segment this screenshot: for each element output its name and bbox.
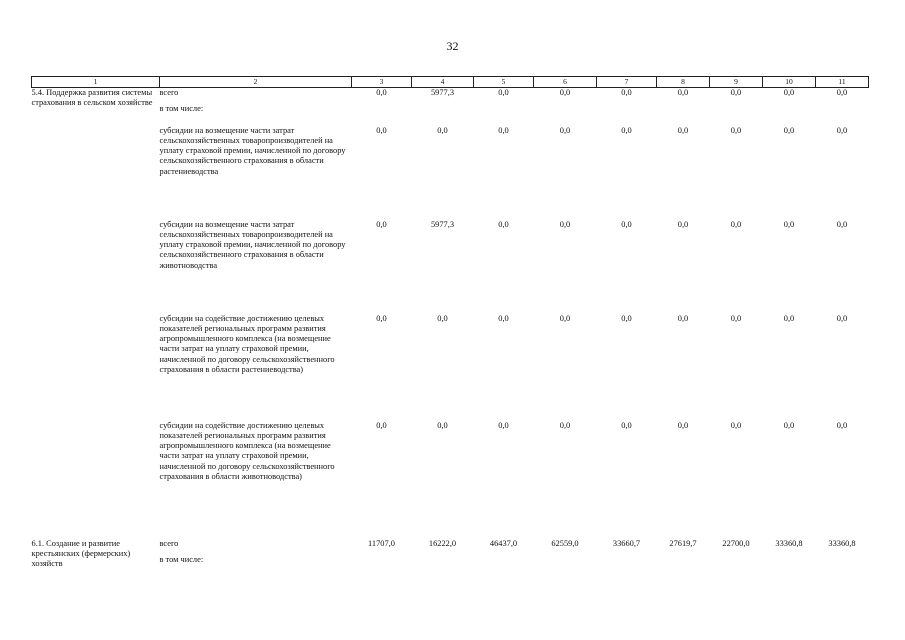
table-row [32, 539, 869, 579]
table-cell: 27619,7 [669, 538, 697, 548]
table-cell: 0,0 [677, 313, 689, 323]
column-header: 11 [816, 77, 869, 88]
table-cell: 0,0 [559, 125, 571, 135]
table-cell: 33660,7 [612, 538, 641, 548]
table-cell: 0,0 [730, 125, 742, 135]
column-header: 6 [534, 77, 597, 88]
table-cell: 0,0 [836, 88, 848, 97]
table-cell: 0,0 [559, 88, 571, 97]
table-row [32, 88, 869, 126]
table-cell: 0,0 [559, 420, 571, 430]
column-header: 2 [160, 77, 352, 88]
table-cell: 0,0 [677, 420, 689, 430]
row-description-text: всего [159, 538, 179, 548]
column-header: 1 [32, 77, 160, 88]
table-cell: 0,0 [730, 313, 742, 323]
table-cell: 0,0 [677, 88, 689, 97]
table-cell: 0,0 [730, 219, 742, 229]
table-cell: 0,0 [437, 313, 448, 323]
table-cell: 0,0 [621, 420, 632, 430]
table-cell: 0,0 [498, 125, 509, 135]
table-cell: 0,0 [376, 219, 387, 229]
table-cell: 0,0 [783, 313, 795, 323]
table-cell: 22700,0 [722, 538, 750, 548]
table-cell: 0,0 [498, 219, 509, 229]
budget-table [31, 76, 869, 579]
table-cell: 0,0 [836, 420, 848, 430]
table-cell: 5977,3 [430, 219, 455, 229]
column-header: 10 [763, 77, 816, 88]
table-cell: 0,0 [730, 420, 742, 430]
row-note: в том числе: [159, 104, 204, 114]
column-header: 8 [657, 77, 710, 88]
page-number: 32 [446, 39, 459, 53]
table-cell: 11707,0 [368, 538, 395, 548]
row-description-text: всего [159, 88, 179, 97]
table-cell: 0,0 [836, 313, 848, 323]
column-header: 7 [597, 77, 657, 88]
table-cell: 0,0 [498, 88, 509, 97]
table-cell: 0,0 [376, 88, 387, 97]
table-cell: 0,0 [783, 125, 795, 135]
table-cell: 0,0 [621, 313, 632, 323]
row-description: субсидии на возмещение части затрат сельскохозяйственных товаропроизводителей на уплату страховой премии, начисленной по договору сельскохозяйственного страхования в области растениеводства [159, 125, 346, 176]
row-description [160, 88, 352, 126]
table-cell: 0,0 [677, 219, 689, 229]
table-cell: 62559,0 [551, 538, 579, 548]
table-cell: 0,0 [437, 125, 448, 135]
table-cell: 0,0 [677, 125, 689, 135]
program-name: 5.4. Поддержка развития системы страхования в сельском хозяйстве [31, 88, 153, 108]
table-cell: 0,0 [730, 88, 742, 97]
table-cell: 0,0 [437, 420, 448, 430]
table-cell: 0,0 [836, 219, 848, 229]
column-header: 9 [710, 77, 763, 88]
program-name: 6.1. Создание и развитие крестьянских (фермерских) хозяйств [31, 538, 131, 568]
table-cell: 33360,8 [775, 538, 803, 548]
table-cell: 0,0 [498, 313, 509, 323]
table-cell: 0,0 [376, 125, 387, 135]
table-cell: 33360,8 [828, 538, 856, 548]
table-cell: 0,0 [783, 88, 795, 97]
table-cell: 16222,0 [428, 538, 457, 548]
table-cell: 46437,0 [489, 538, 518, 548]
row-description: субсидии на содействие достижению целевых показателей региональных программ развития агропромышленного комплекса (на возмещение части затрат на уплату страховой премии, начисленной по договору сельскохозяйственного страхования в области растениеводства) [159, 313, 335, 374]
row-description [160, 539, 352, 579]
table-cell: 0,0 [376, 313, 387, 323]
table-cell: 0,0 [376, 420, 387, 430]
row-description: субсидии на содействие достижению целевых показателей региональных программ развития агропромышленного комплекса (на возмещение части затрат на уплату страховой премии, начисленной по договору сельскохозяйственного страхования в области животноводства) [159, 420, 335, 481]
table-cell: 0,0 [621, 88, 632, 97]
column-header: 5 [474, 77, 534, 88]
row-description: субсидии на возмещение части затрат сельскохозяйственных товаропроизводителей на уплату страховой премии, начисленной по договору сельскохозяйственного страхования в области животноводства [159, 219, 346, 270]
table-cell: 0,0 [621, 219, 632, 229]
table-cell: 0,0 [559, 219, 571, 229]
header-row [32, 77, 869, 88]
table-cell: 0,0 [559, 313, 571, 323]
table-cell: 5977,3 [430, 88, 455, 97]
table-cell: 0,0 [621, 125, 632, 135]
row-note: в том числе: [159, 554, 204, 564]
table-cell: 0,0 [783, 420, 795, 430]
table-cell: 0,0 [783, 219, 795, 229]
table-cell: 0,0 [498, 420, 509, 430]
column-header: 4 [412, 77, 474, 88]
table-cell: 0,0 [836, 125, 848, 135]
column-header: 3 [352, 77, 412, 88]
